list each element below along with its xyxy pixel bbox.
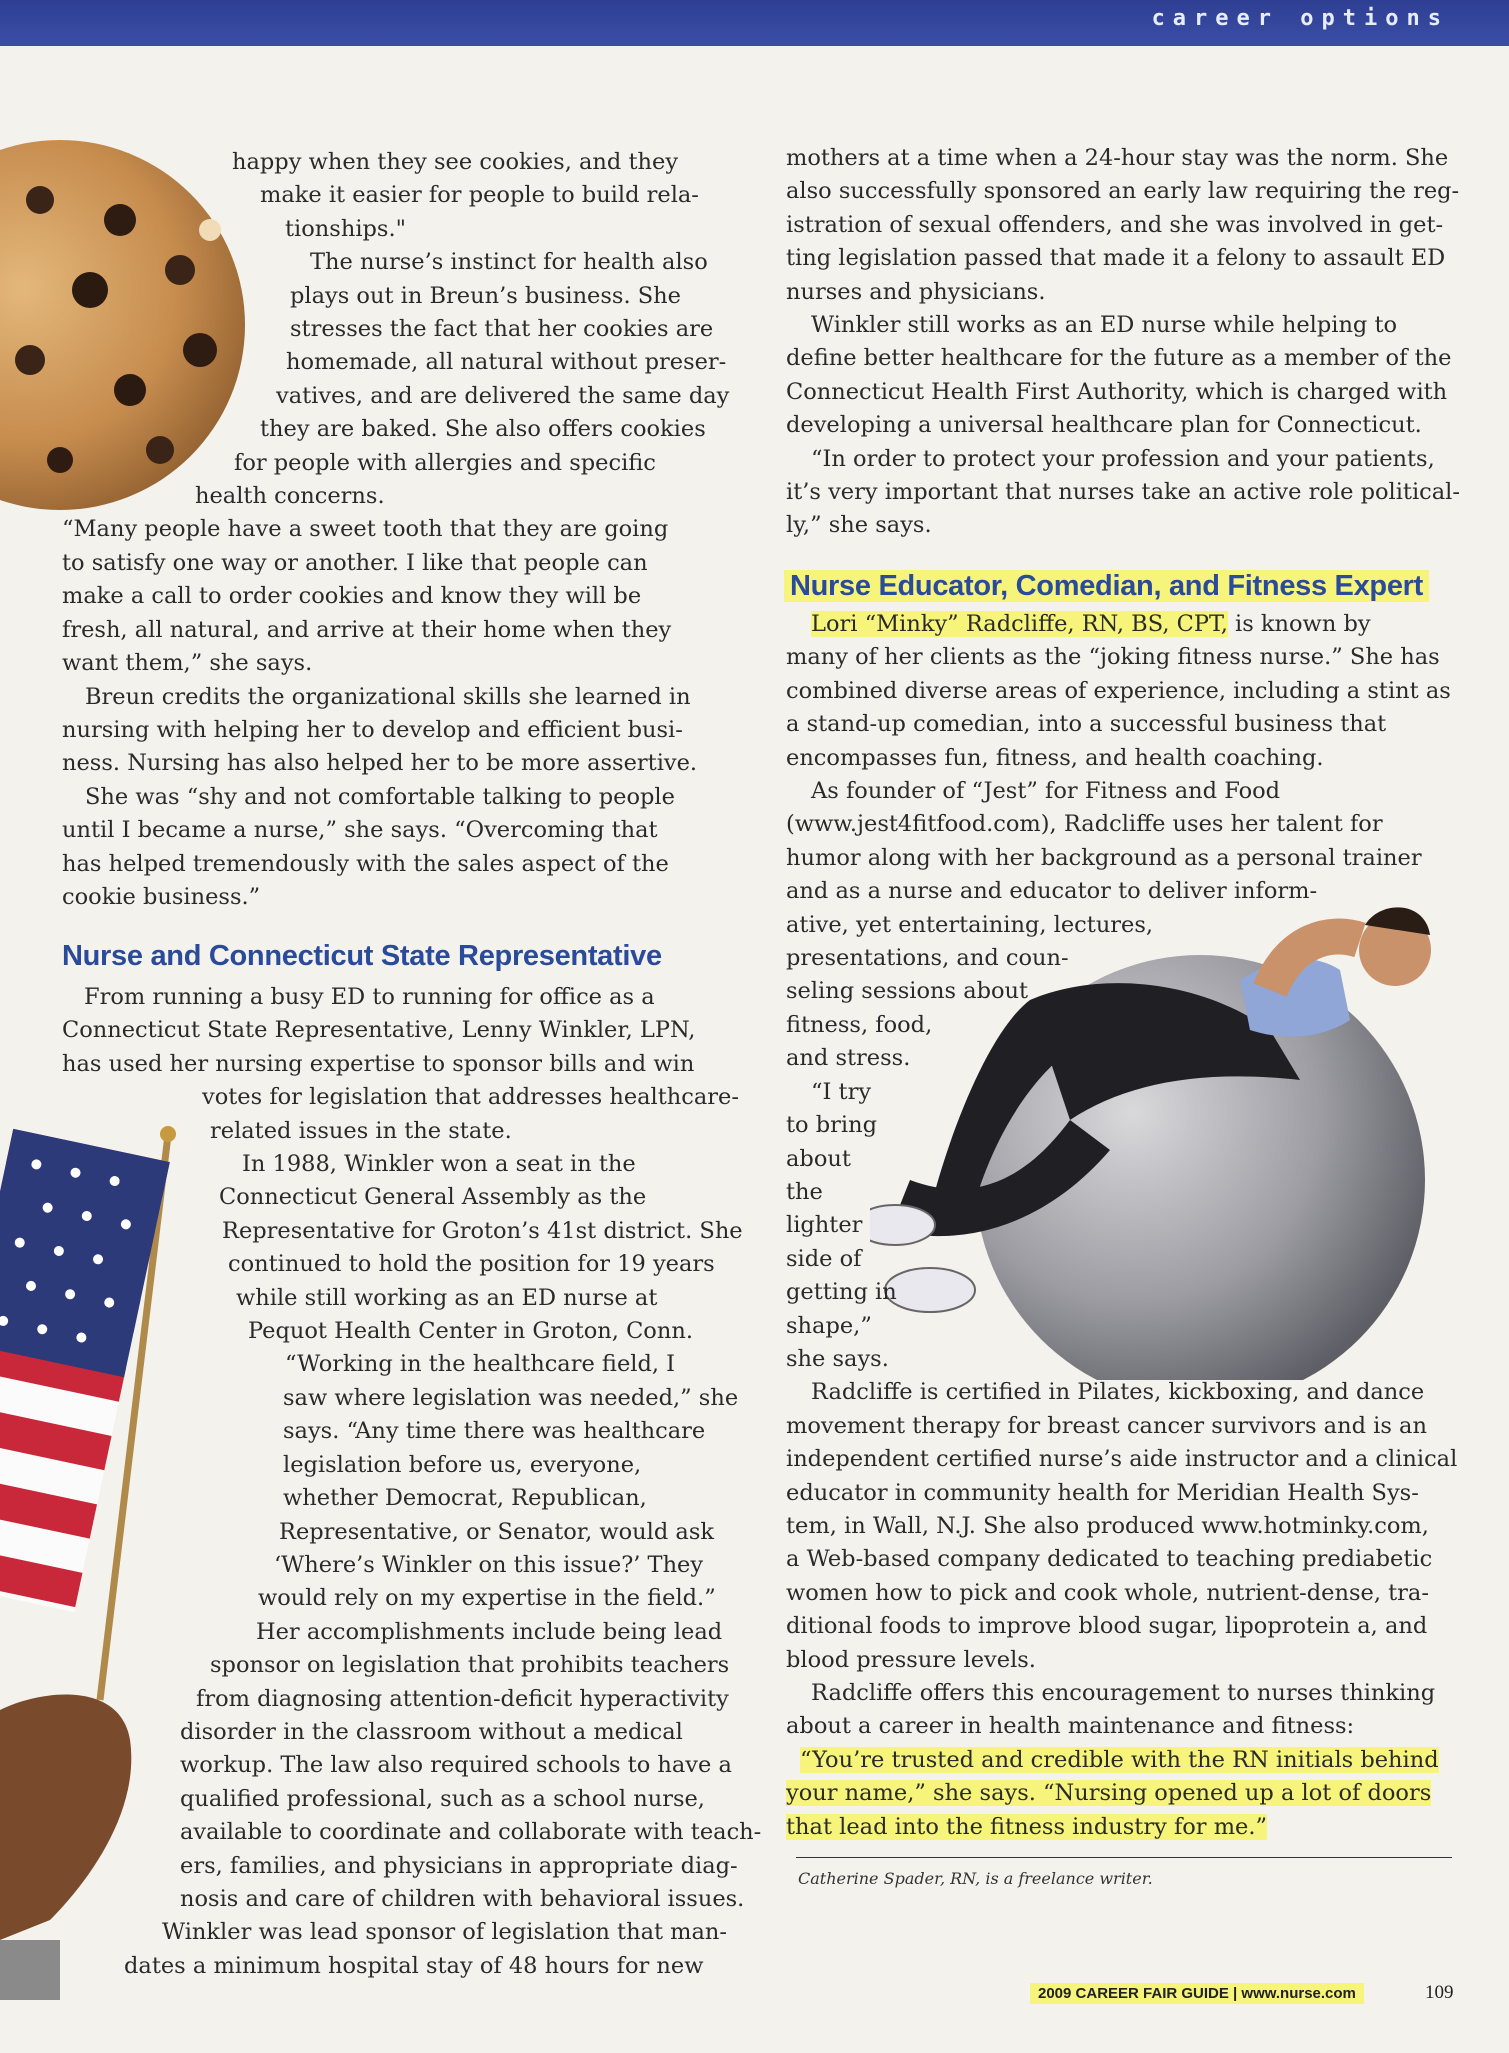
text-line: istration of sexual offenders, and she was involved in get- bbox=[786, 211, 1444, 238]
text-line: saw where legislation was needed,” she bbox=[283, 1384, 739, 1411]
text-line: seling sessions about bbox=[786, 978, 1029, 1005]
text-line: In 1988, Winkler won a seat in the bbox=[242, 1151, 636, 1178]
text-line: Her accomplishments include being lead bbox=[256, 1618, 723, 1645]
text-line: educator in community health for Meridian Health Sys- bbox=[786, 1479, 1419, 1506]
text-line: make a call to order cookies and know they will be bbox=[62, 583, 642, 610]
text-line: define better healthcare for the future as a member of the bbox=[786, 345, 1452, 372]
heading-highlight: Nurse Educator, Comedian, and Fitness Expert bbox=[784, 570, 1429, 602]
text-line: it’s very important that nurses take an active role political- bbox=[786, 479, 1460, 506]
highlighted-quote: your name,” she says. “Nursing opened up a lot of doors bbox=[786, 1780, 1432, 1807]
highlighted-quote: that lead into the fitness industry for me.” bbox=[786, 1813, 1268, 1840]
text-line: legislation before us, everyone, bbox=[283, 1451, 642, 1478]
text-line: ting legislation passed that made it a felony to assault ED bbox=[786, 245, 1446, 272]
text-line: stresses the fact that her cookies are bbox=[290, 316, 714, 343]
text-line bbox=[786, 1777, 1476, 1810]
text-line: health concerns. bbox=[195, 483, 385, 510]
text-line: She was “shy and not comfortable talking to people bbox=[85, 783, 675, 810]
text-line: women how to pick and cook whole, nutrient-dense, tra- bbox=[786, 1579, 1429, 1606]
text-line: mothers at a time when a 24-hour stay was the norm. She bbox=[786, 145, 1449, 171]
text-line bbox=[786, 1744, 1476, 1777]
text-line: side of bbox=[786, 1245, 862, 1272]
text-line: dates a minimum hospital stay of 48 hours for new bbox=[124, 1952, 704, 1979]
text-line: many of her clients as the “joking fitness nurse.” She has bbox=[786, 644, 1440, 671]
text-line: ers, families, and physicians in appropriate diag- bbox=[180, 1852, 738, 1879]
left-body bbox=[0, 981, 762, 1983]
text-line: and as a nurse and educator to deliver inform- bbox=[786, 878, 1318, 905]
text-line: votes for legislation that addresses healthcare- bbox=[202, 1084, 739, 1111]
text-line: whether Democrat, Republican, bbox=[283, 1485, 647, 1512]
text-line: As founder of “Jest” for Fitness and Food bbox=[811, 778, 1281, 805]
text-line: From running a busy ED to running for office as a bbox=[84, 984, 655, 1010]
text-line: cookie business.” bbox=[62, 883, 261, 910]
text-line: continued to hold the position for 19 years bbox=[228, 1251, 715, 1278]
text-line: movement therapy for breast cancer survivors and is an bbox=[786, 1412, 1427, 1439]
text-line: a stand-up comedian, into a successful business that bbox=[786, 711, 1387, 738]
text-line: Radcliffe is certified in Pilates, kickboxing, and dance bbox=[811, 1379, 1425, 1406]
text-line: “I try bbox=[811, 1078, 872, 1105]
highlighted-quote: “You’re trusted and credible with the RN initials behind bbox=[800, 1746, 1439, 1773]
text-line: ly,” she says. bbox=[786, 512, 932, 539]
text-line: tionships." bbox=[285, 215, 406, 242]
text-line: (www.jest4fitfood.com), Radcliffe uses her talent for bbox=[786, 811, 1383, 838]
text-line: getting in bbox=[786, 1279, 897, 1306]
byline-rule bbox=[796, 1857, 1452, 1858]
right-body bbox=[786, 608, 1476, 1844]
text-line: ‘Where’s Winkler on this issue?’ They bbox=[274, 1551, 704, 1578]
text-line: Winkler was lead sponsor of legislation that man- bbox=[162, 1919, 728, 1946]
text-line: plays out in Breun’s business. She bbox=[290, 282, 681, 309]
text-line: also successfully sponsored an early law requiring the reg- bbox=[786, 178, 1460, 205]
text-line: to bring bbox=[786, 1112, 877, 1139]
footer-guide bbox=[1030, 1985, 1364, 2002]
text-line: Breun credits the organizational skills she learned in bbox=[85, 683, 691, 710]
text-line: ditional foods to improve blood sugar, lipoprotein a, and bbox=[786, 1613, 1428, 1640]
text-line: shape,” bbox=[786, 1312, 872, 1339]
text-line: while still working as an ED nurse at bbox=[236, 1284, 658, 1311]
text-line: a Web-based company dedicated to teaching prediabetic bbox=[786, 1546, 1433, 1573]
left-intro bbox=[0, 146, 740, 914]
text-line: about bbox=[786, 1145, 851, 1172]
text-line: ative, yet entertaining, lectures, bbox=[786, 911, 1154, 938]
text-line: developing a universal healthcare plan for Connecticut. bbox=[786, 412, 1422, 439]
text-line: sponsor on legislation that prohibits teachers bbox=[210, 1652, 730, 1679]
text-line: blood pressure levels. bbox=[786, 1646, 1036, 1673]
text-line: disorder in the classroom without a medical bbox=[180, 1718, 683, 1745]
text-line: would rely on my expertise in the field.” bbox=[258, 1585, 716, 1612]
text-line: Winkler still works as an ED nurse while helping to bbox=[811, 312, 1398, 339]
text-line: encompasses fun, fitness, and health coaching. bbox=[786, 744, 1324, 771]
text-line: available to coordinate and collaborate with teach- bbox=[180, 1819, 762, 1846]
text-line: fitness, food, bbox=[786, 1011, 933, 1038]
text-line: ness. Nursing has also helped her to be more assertive. bbox=[62, 750, 698, 777]
text-line: Representative, or Senator, would ask bbox=[279, 1518, 715, 1545]
text-line: nurses and physicians. bbox=[786, 278, 1046, 305]
text-line: Radcliffe offers this encouragement to nurses thinking bbox=[811, 1680, 1436, 1706]
right-intro bbox=[786, 142, 1476, 543]
text-line: “In order to protect your profession and your patients, bbox=[811, 445, 1435, 472]
section-heading bbox=[784, 570, 1429, 603]
text-line: about a career in health maintenance and fitness: bbox=[786, 1713, 1355, 1740]
text-line bbox=[786, 1811, 1476, 1844]
footer-highlight: 2009 CAREER FAIR GUIDE | www.nurse.com bbox=[1030, 1983, 1364, 2004]
text-line: Representative for Groton’s 41st district. She bbox=[222, 1217, 743, 1244]
text-line: lighter bbox=[786, 1212, 863, 1239]
text-line: want them,” she says. bbox=[62, 650, 313, 677]
text-line: “Working in the healthcare field, I bbox=[285, 1351, 676, 1378]
text-line: the bbox=[786, 1178, 823, 1205]
text-line: Pequot Health Center in Groton, Conn. bbox=[248, 1318, 693, 1345]
text-line: Connecticut State Representative, Lenny Winkler, LPN, bbox=[62, 1017, 696, 1044]
text-line: independent certified nurse’s aide instructor and a clinical bbox=[786, 1446, 1458, 1473]
lead-text: is known by bbox=[1227, 611, 1371, 637]
header-bar bbox=[0, 0, 1509, 46]
text-line: says. “Any time there was healthcare bbox=[283, 1418, 706, 1445]
text-line: humor along with her background as a personal trainer bbox=[786, 844, 1422, 871]
text-line: related issues in the state. bbox=[210, 1117, 512, 1144]
text-line: has used her nursing expertise to sponsor bills and win bbox=[62, 1050, 695, 1077]
text-line: homemade, all natural without preser- bbox=[286, 349, 727, 376]
text-line: Connecticut General Assembly as the bbox=[219, 1184, 647, 1211]
byline: Catherine Spader, RN, is a freelance writer. bbox=[798, 1869, 1153, 1888]
text-line bbox=[786, 608, 1476, 641]
text-line: she says. bbox=[786, 1345, 889, 1372]
text-line: they are baked. She also offers cookies bbox=[260, 416, 706, 443]
text-line: from diagnosing attention-deficit hyperactivity bbox=[196, 1685, 729, 1712]
text-line: tem, in Wall, N.J. She also produced www.hotminky.com, bbox=[786, 1512, 1429, 1539]
text-line: make it easier for people to build rela- bbox=[260, 182, 699, 209]
text-line: until I became a nurse,” she says. “Overcoming that bbox=[62, 817, 658, 844]
page-number: 109 bbox=[1425, 1982, 1454, 2003]
text-line: “Many people have a sweet tooth that they are going bbox=[62, 516, 669, 543]
text-line: fresh, all natural, and arrive at their home when they bbox=[62, 616, 672, 643]
text-line: Connecticut Health First Authority, which is charged with bbox=[786, 378, 1448, 405]
text-line: has helped tremendously with the sales aspect of the bbox=[62, 850, 669, 877]
text-line: The nurse’s instinct for health also bbox=[310, 249, 708, 276]
text-line: nursing with helping her to develop and efficient busi- bbox=[62, 716, 683, 743]
text-line: presentations, and coun- bbox=[786, 945, 1069, 972]
text-line: to satisfy one way or another. I like that people can bbox=[62, 549, 648, 576]
text-line: qualified professional, such as a school nurse, bbox=[180, 1785, 705, 1812]
text-line: vatives, and are delivered the same day bbox=[276, 382, 730, 409]
text-line: combined diverse areas of experience, including a stint as bbox=[786, 677, 1451, 704]
text-line: for people with allergies and specific bbox=[234, 449, 656, 476]
section-tag: career options bbox=[1151, 6, 1449, 31]
text-line: nosis and care of children with behavioral issues. bbox=[180, 1885, 745, 1912]
highlighted-name: Lori “Minky” Radcliffe, RN, BS, CPT, bbox=[811, 611, 1228, 637]
section-heading: Nurse and Connecticut State Representative bbox=[62, 940, 662, 972]
text-line: and stress. bbox=[786, 1045, 911, 1072]
text-line: workup. The law also required schools to have a bbox=[180, 1752, 732, 1779]
text-line: happy when they see cookies, and they bbox=[232, 149, 679, 175]
